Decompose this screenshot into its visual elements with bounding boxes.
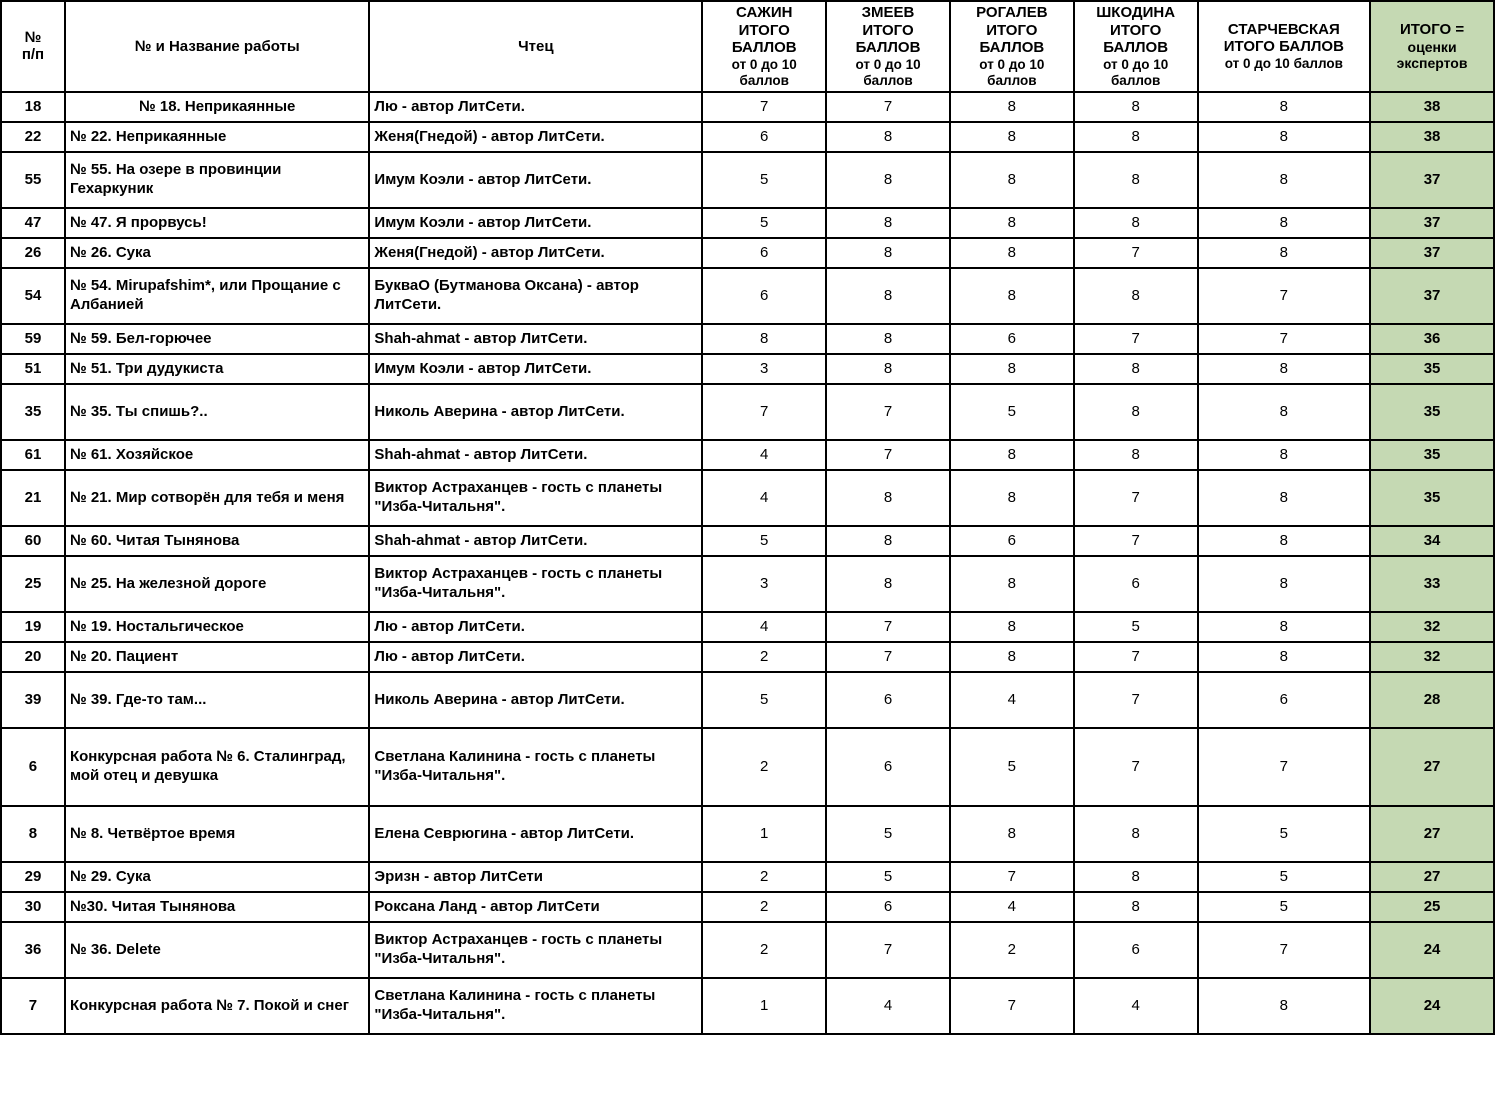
table-row	[1, 892, 1494, 922]
reader-name: Виктор Астраханцев - гость с планеты "Изба-Читальня".	[369, 556, 702, 612]
header-judge-5	[1198, 1, 1371, 92]
row-total: 35	[1370, 470, 1494, 526]
reader-name: Светлана Калинина - гость с планеты "Изба-Читальня".	[369, 728, 702, 806]
judge-score: 4	[1074, 978, 1198, 1034]
judge-score: 7	[1198, 728, 1371, 806]
judge-score: 8	[950, 642, 1074, 672]
reader-name: БукваО (Бутманова Оксана) - автор ЛитСети.	[369, 268, 702, 324]
row-number: 30	[1, 892, 65, 922]
judge-score: 8	[1198, 470, 1371, 526]
judge-score: 8	[950, 440, 1074, 470]
header-judge-2	[826, 1, 950, 92]
judge-score: 4	[826, 978, 950, 1034]
judge-score: 6	[1198, 672, 1371, 728]
judge-4-name: ШКОДИНА	[1096, 4, 1176, 21]
judge-5-name: СТАРЧЕВСКАЯ	[1227, 20, 1340, 38]
row-total: 38	[1370, 92, 1494, 122]
table-row	[1, 612, 1494, 642]
work-title: № 39. Где-то там...	[65, 672, 369, 728]
row-total: 27	[1370, 728, 1494, 806]
judge-score: 8	[950, 92, 1074, 122]
judge-1-line2: ИТОГО	[738, 21, 790, 39]
judge-score: 8	[826, 208, 950, 238]
header-num-line2: п/п	[21, 46, 45, 64]
judge-score: 5	[826, 806, 950, 862]
row-number: 6	[1, 728, 65, 806]
work-title: № 25. На железной дороге	[65, 556, 369, 612]
reader-name: Николь Аверина - автор ЛитСети.	[369, 384, 702, 440]
judge-score: 7	[1074, 642, 1198, 672]
row-number: 25	[1, 556, 65, 612]
judge-2-line2: ИТОГО	[862, 21, 914, 39]
judge-score: 5	[702, 152, 826, 208]
judge-score: 8	[1198, 978, 1371, 1034]
work-title: № 51. Три дудукиста	[65, 354, 369, 384]
judge-score: 8	[1198, 354, 1371, 384]
judge-score: 7	[826, 92, 950, 122]
row-total: 32	[1370, 642, 1494, 672]
row-number: 51	[1, 354, 65, 384]
judge-score: 6	[1074, 556, 1198, 612]
judge-score: 7	[1198, 268, 1371, 324]
judge-4-line3: БАЛЛОВ	[1103, 39, 1169, 57]
judge-score: 8	[950, 238, 1074, 268]
work-title: № 61. Хозяйское	[65, 440, 369, 470]
judge-score: 8	[1198, 556, 1371, 612]
judge-5-line2: ИТОГО БАЛЛОВ	[1223, 38, 1344, 56]
judge-score: 7	[702, 92, 826, 122]
judge-score: 8	[1074, 862, 1198, 892]
row-number: 39	[1, 672, 65, 728]
table-row	[1, 384, 1494, 440]
judge-score: 8	[1074, 208, 1198, 238]
row-number: 22	[1, 122, 65, 152]
table-row	[1, 978, 1494, 1034]
row-total: 34	[1370, 526, 1494, 556]
judge-score: 8	[950, 208, 1074, 238]
judge-score: 7	[950, 978, 1074, 1034]
judge-score: 8	[1198, 384, 1371, 440]
judge-score: 6	[826, 892, 950, 922]
table-row	[1, 208, 1494, 238]
work-title: № 60. Читая Тынянова	[65, 526, 369, 556]
judge-score: 8	[1198, 440, 1371, 470]
header-row	[1, 1, 1494, 92]
table-row	[1, 556, 1494, 612]
judge-score: 8	[826, 324, 950, 354]
reader-name: Виктор Астраханцев - гость с планеты "Изба-Читальня".	[369, 922, 702, 978]
table-header	[1, 1, 1494, 92]
judge-score: 5	[950, 728, 1074, 806]
work-title: № 47. Я прорвусь!	[65, 208, 369, 238]
judge-score: 7	[1074, 324, 1198, 354]
judge-score: 8	[826, 238, 950, 268]
work-title: № 35. Ты спишь?..	[65, 384, 369, 440]
row-total: 38	[1370, 122, 1494, 152]
judge-2-range: от 0 до 10 баллов	[855, 57, 921, 88]
row-number: 35	[1, 384, 65, 440]
judge-score: 2	[702, 862, 826, 892]
judge-score: 8	[950, 806, 1074, 862]
reader-name: Shah-ahmat - автор ЛитСети.	[369, 526, 702, 556]
header-reader: Чтец	[369, 1, 702, 92]
work-title: № 59. Бел-горючее	[65, 324, 369, 354]
row-total: 33	[1370, 556, 1494, 612]
reader-name: Роксана Ланд - автор ЛитСети	[369, 892, 702, 922]
judge-2-name: ЗМЕЕВ	[861, 4, 915, 21]
row-total: 25	[1370, 892, 1494, 922]
work-title: № 54. Mirupafshim*, или Прощание с Албанией	[65, 268, 369, 324]
row-total: 37	[1370, 208, 1494, 238]
row-number: 26	[1, 238, 65, 268]
judge-score: 8	[950, 152, 1074, 208]
judge-score: 8	[1074, 806, 1198, 862]
judge-3-range: от 0 до 10 баллов	[979, 57, 1045, 88]
judge-score: 7	[1074, 238, 1198, 268]
row-number: 20	[1, 642, 65, 672]
judge-score: 8	[1074, 268, 1198, 324]
judge-score: 5	[702, 526, 826, 556]
work-title: № 20. Пациент	[65, 642, 369, 672]
judge-score: 8	[1198, 92, 1371, 122]
row-number: 29	[1, 862, 65, 892]
reader-name: Лю - автор ЛитСети.	[369, 92, 702, 122]
judge-score: 8	[1198, 642, 1371, 672]
judge-score: 1	[702, 978, 826, 1034]
row-number: 59	[1, 324, 65, 354]
table-row	[1, 862, 1494, 892]
judge-score: 3	[702, 556, 826, 612]
row-number: 61	[1, 440, 65, 470]
judge-score: 2	[702, 922, 826, 978]
table-row	[1, 324, 1494, 354]
reader-name: Женя(Гнедой) - автор ЛитСети.	[369, 238, 702, 268]
judge-score: 7	[1074, 728, 1198, 806]
judge-score: 8	[826, 526, 950, 556]
judge-score: 8	[1074, 440, 1198, 470]
judge-score: 2	[950, 922, 1074, 978]
work-title: № 19. Ностальгическое	[65, 612, 369, 642]
judge-2-line3: БАЛЛОВ	[855, 39, 921, 57]
judge-score: 3	[702, 354, 826, 384]
table-row	[1, 806, 1494, 862]
judge-score: 8	[1198, 208, 1371, 238]
reader-name: Shah-ahmat - автор ЛитСети.	[369, 324, 702, 354]
judge-score: 8	[950, 612, 1074, 642]
reader-name: Shah-ahmat - автор ЛитСети.	[369, 440, 702, 470]
judge-score: 4	[702, 440, 826, 470]
reader-name: Николь Аверина - автор ЛитСети.	[369, 672, 702, 728]
judge-3-line3: БАЛЛОВ	[979, 39, 1045, 57]
judge-score: 6	[702, 238, 826, 268]
judge-score: 7	[1074, 526, 1198, 556]
table-row	[1, 440, 1494, 470]
row-total: 37	[1370, 268, 1494, 324]
judge-score: 8	[950, 470, 1074, 526]
row-total: 37	[1370, 238, 1494, 268]
judge-score: 6	[826, 728, 950, 806]
judge-score: 8	[1074, 122, 1198, 152]
row-total: 35	[1370, 384, 1494, 440]
row-number: 7	[1, 978, 65, 1034]
judge-score: 4	[702, 612, 826, 642]
total-line1: ИТОГО =	[1399, 21, 1465, 39]
header-judge-1	[702, 1, 826, 92]
row-total: 28	[1370, 672, 1494, 728]
judge-score: 4	[950, 892, 1074, 922]
judge-score: 8	[1074, 384, 1198, 440]
judge-score: 8	[1074, 892, 1198, 922]
judge-3-line2: ИТОГО	[986, 21, 1038, 39]
judge-score: 2	[702, 642, 826, 672]
table-row	[1, 152, 1494, 208]
judge-score: 5	[702, 208, 826, 238]
judge-score: 8	[1074, 92, 1198, 122]
work-title: № 21. Мир сотворён для тебя и меня	[65, 470, 369, 526]
judge-score: 2	[702, 728, 826, 806]
header-judge-3	[950, 1, 1074, 92]
judge-score: 7	[826, 612, 950, 642]
judge-score: 6	[950, 324, 1074, 354]
judge-score: 5	[702, 672, 826, 728]
table-body	[1, 92, 1494, 1034]
judge-1-line3: БАЛЛОВ	[731, 39, 797, 57]
row-number: 18	[1, 92, 65, 122]
judge-score: 8	[826, 556, 950, 612]
table-row	[1, 642, 1494, 672]
reader-name: Имум Коэли - автор ЛитСети.	[369, 354, 702, 384]
row-total: 27	[1370, 862, 1494, 892]
reader-name: Лю - автор ЛитСети.	[369, 612, 702, 642]
table-row	[1, 922, 1494, 978]
reader-name: Имум Коэли - автор ЛитСети.	[369, 208, 702, 238]
judge-score: 8	[950, 122, 1074, 152]
judge-5-range: от 0 до 10 баллов	[1224, 56, 1343, 72]
row-total: 35	[1370, 354, 1494, 384]
judge-score: 6	[702, 122, 826, 152]
work-title: № 8. Четвёртое время	[65, 806, 369, 862]
row-number: 60	[1, 526, 65, 556]
row-total: 24	[1370, 978, 1494, 1034]
work-title: № 18. Неприкаянные	[65, 92, 369, 122]
judge-score: 8	[826, 470, 950, 526]
judge-1-range: от 0 до 10 баллов	[731, 57, 797, 88]
judge-score: 8	[1074, 152, 1198, 208]
table-row	[1, 526, 1494, 556]
judge-score: 5	[1198, 806, 1371, 862]
header-num-line1: №	[24, 28, 42, 46]
row-total: 36	[1370, 324, 1494, 354]
table-row	[1, 268, 1494, 324]
row-number: 55	[1, 152, 65, 208]
table-row	[1, 354, 1494, 384]
judge-score: 8	[950, 268, 1074, 324]
judge-score: 5	[1198, 892, 1371, 922]
table-row	[1, 122, 1494, 152]
reader-name: Светлана Калинина - гость с планеты "Изба-Читальня".	[369, 978, 702, 1034]
judge-score: 6	[1074, 922, 1198, 978]
judge-score: 1	[702, 806, 826, 862]
judge-score: 5	[950, 384, 1074, 440]
judge-score: 6	[950, 526, 1074, 556]
judge-score: 8	[702, 324, 826, 354]
judge-score: 8	[1198, 526, 1371, 556]
judge-score: 8	[950, 556, 1074, 612]
work-title: № 55. На озере в провинции Гехаркуник	[65, 152, 369, 208]
table-row	[1, 238, 1494, 268]
row-total: 35	[1370, 440, 1494, 470]
judge-4-line2: ИТОГО	[1110, 21, 1162, 39]
judge-score: 2	[702, 892, 826, 922]
judge-score: 8	[826, 354, 950, 384]
judge-score: 7	[826, 922, 950, 978]
judge-score: 5	[1074, 612, 1198, 642]
reader-name: Имум Коэли - автор ЛитСети.	[369, 152, 702, 208]
judge-score: 8	[826, 122, 950, 152]
header-judge-4	[1074, 1, 1198, 92]
judge-score: 6	[826, 672, 950, 728]
table-row	[1, 672, 1494, 728]
work-title: № 29. Сука	[65, 862, 369, 892]
judge-score: 8	[826, 152, 950, 208]
judge-score: 7	[826, 440, 950, 470]
judge-score: 4	[950, 672, 1074, 728]
row-number: 47	[1, 208, 65, 238]
judge-score: 8	[1198, 612, 1371, 642]
work-title: № 26. Сука	[65, 238, 369, 268]
work-title: № 36. Delete	[65, 922, 369, 978]
judge-score: 6	[702, 268, 826, 324]
judge-score: 7	[826, 642, 950, 672]
row-number: 21	[1, 470, 65, 526]
work-title: №30. Читая Тынянова	[65, 892, 369, 922]
judge-score: 7	[1074, 672, 1198, 728]
judge-score: 8	[1198, 238, 1371, 268]
judge-score: 8	[826, 268, 950, 324]
table-row	[1, 728, 1494, 806]
judge-score: 7	[826, 384, 950, 440]
judge-score: 7	[1198, 922, 1371, 978]
row-total: 24	[1370, 922, 1494, 978]
row-number: 54	[1, 268, 65, 324]
row-number: 36	[1, 922, 65, 978]
header-num	[1, 1, 65, 92]
row-number: 19	[1, 612, 65, 642]
header-work: № и Название работы	[65, 1, 369, 92]
judge-4-range: от 0 до 10 баллов	[1103, 57, 1169, 88]
reader-name: Женя(Гнедой) - автор ЛитСети.	[369, 122, 702, 152]
header-total	[1370, 1, 1494, 92]
judge-3-name: РОГАЛЕВ	[976, 4, 1048, 21]
work-title: Конкурсная работа № 6. Сталинград, мой отец и девушка	[65, 728, 369, 806]
work-title: Конкурсная работа № 7. Покой и снег	[65, 978, 369, 1034]
reader-name: Лю - автор ЛитСети.	[369, 642, 702, 672]
work-title: № 22. Неприкаянные	[65, 122, 369, 152]
judge-score: 5	[1198, 862, 1371, 892]
row-total: 27	[1370, 806, 1494, 862]
judge-score: 5	[826, 862, 950, 892]
judge-score: 7	[950, 862, 1074, 892]
judge-score: 7	[1198, 324, 1371, 354]
judge-score: 4	[702, 470, 826, 526]
total-line2: оценки экспертов	[1396, 38, 1468, 72]
judge-score: 8	[1074, 354, 1198, 384]
judge-score: 7	[702, 384, 826, 440]
row-number: 8	[1, 806, 65, 862]
reader-name: Виктор Астраханцев - гость с планеты "Изба-Читальня".	[369, 470, 702, 526]
judge-1-name: САЖИН	[735, 4, 793, 21]
table-row	[1, 92, 1494, 122]
reader-name: Елена Севрюгина - автор ЛитСети.	[369, 806, 702, 862]
row-total: 37	[1370, 152, 1494, 208]
reader-name: Эризн - автор ЛитСети	[369, 862, 702, 892]
judge-score: 8	[1198, 152, 1371, 208]
table-row	[1, 470, 1494, 526]
judge-score: 8	[1198, 122, 1371, 152]
row-total: 32	[1370, 612, 1494, 642]
judge-score: 7	[1074, 470, 1198, 526]
judge-score: 8	[950, 354, 1074, 384]
